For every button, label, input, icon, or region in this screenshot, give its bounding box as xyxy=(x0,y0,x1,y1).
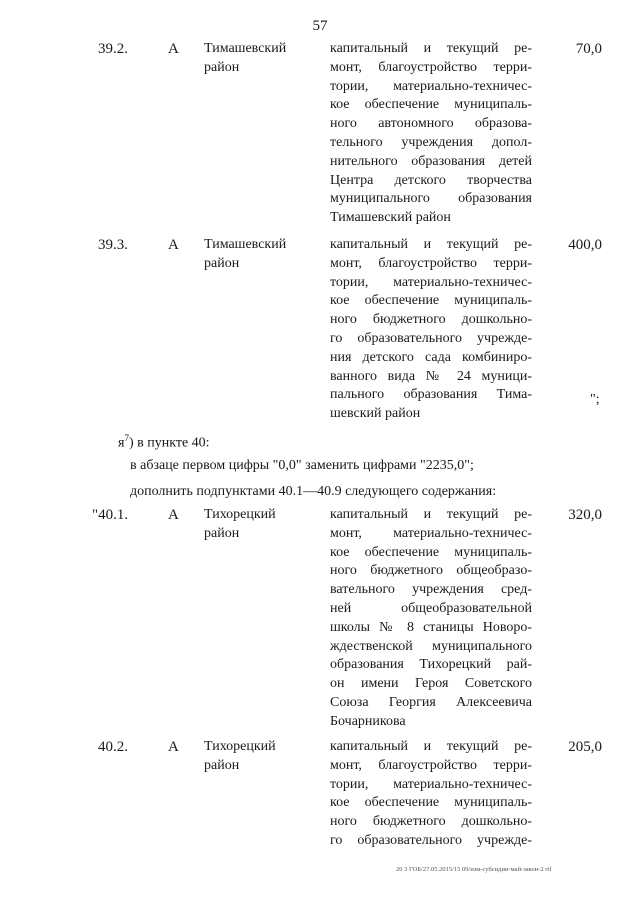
district-name xyxy=(204,738,314,775)
description-line: ного автономного образова- xyxy=(330,116,532,132)
item-description xyxy=(330,738,532,851)
district-line: район xyxy=(204,757,240,773)
description-line: тории, материально-техничес- xyxy=(330,776,532,792)
description-line: капитальный и текущий ре- xyxy=(330,507,532,522)
document-footer: 20 3 ГОБ/27.05.2015/15 09/изм-субсидии-май-закон-2 rtf xyxy=(396,866,552,873)
description-line: пального образования Тима- xyxy=(330,387,532,403)
closing-quote-mark: "; xyxy=(590,392,600,407)
amendment-paragraph: в абзаце первом цифры "0,0" заменить цифрами "2235,0"; xyxy=(130,458,474,473)
item-description xyxy=(330,506,532,732)
description-line: тельного учреждения допол- xyxy=(330,134,532,150)
item-amount: 400,0 xyxy=(568,237,602,253)
item-description xyxy=(330,236,532,424)
description-line: нительного образования детей xyxy=(330,153,532,169)
item-code: А xyxy=(168,41,179,57)
district-line: район xyxy=(204,525,240,541)
description-line: монт, материально-техничес- xyxy=(330,525,532,541)
item-code: А xyxy=(168,237,179,253)
district-line: район xyxy=(204,59,240,75)
footnote-mark: 7 xyxy=(124,433,129,443)
description-line: ния детского сада комбиниро- xyxy=(330,349,532,365)
district-line: Тимашевский xyxy=(204,41,287,56)
description-line: вательного учреждения сред- xyxy=(330,582,532,598)
description-line: ного бюджетного общеобразо- xyxy=(330,563,532,579)
item-number: 39.2. xyxy=(98,41,128,57)
description-line: муниципального образования xyxy=(330,191,532,207)
description-line: монт, благоустройство терри- xyxy=(330,59,532,75)
amendment-item-heading xyxy=(118,429,588,453)
item-amount: 205,0 xyxy=(568,739,602,755)
description-line: кое обеспечение муниципаль- xyxy=(330,544,532,560)
description-line: Союза Георгия Алексеевича xyxy=(330,694,532,710)
item-heading-text: ) в пункте 40: xyxy=(128,435,210,451)
item-amount: 320,0 xyxy=(568,507,602,523)
district-line: Тихорецкий xyxy=(204,739,276,754)
item-description xyxy=(330,40,532,228)
description-line: монт, благоустройство терри- xyxy=(330,757,532,773)
district-name xyxy=(204,506,314,543)
description-line: монт, благоустройство терри- xyxy=(330,255,532,271)
description-line: кое обеспечение муниципаль- xyxy=(330,97,532,113)
description-line: го образовательного учрежде- xyxy=(330,832,532,848)
description-line: тории, материально-техничес- xyxy=(330,274,532,290)
description-line: Центра детского творчества xyxy=(330,172,532,188)
description-line: он имени Героя Советского xyxy=(330,676,532,692)
item-number: "40.1. xyxy=(92,507,129,523)
description-line: капитальный и текущий ре- xyxy=(330,739,532,754)
item-letter: я xyxy=(118,435,125,451)
description-line: Бочарникова xyxy=(330,713,406,729)
district-line: район xyxy=(204,255,240,271)
description-line: ванного вида № 24 муници- xyxy=(330,368,532,384)
page-number: 57 xyxy=(312,18,328,34)
amendment-paragraph: дополнить подпунктами 40.1—40.9 следующего содержания: xyxy=(130,484,497,499)
description-line: кое обеспечение муниципаль- xyxy=(330,293,532,309)
district-line: Тимашевский xyxy=(204,237,287,252)
description-line: ждественской муниципального xyxy=(330,638,532,654)
district-name xyxy=(204,40,314,77)
description-line: ного бюджетного дошкольно- xyxy=(330,814,532,830)
item-number: 39.3. xyxy=(98,237,128,253)
item-number: 40.2. xyxy=(98,739,128,755)
description-line: шевский район xyxy=(330,406,421,422)
description-line: капитальный и текущий ре- xyxy=(330,41,532,56)
item-amount: 70,0 xyxy=(575,41,602,57)
description-line: капитальный и текущий ре- xyxy=(330,237,532,252)
description-line: образования Тихорецкий рай- xyxy=(330,657,532,673)
description-line: школы № 8 станицы Новоро- xyxy=(330,619,532,635)
description-line: ного бюджетного дошкольно- xyxy=(330,312,532,328)
description-line: Тимашевский район xyxy=(330,210,451,226)
description-line: го образовательного учрежде- xyxy=(330,330,532,346)
description-line: тории, материально-техничес- xyxy=(330,78,532,94)
item-code: А xyxy=(168,739,179,755)
district-name xyxy=(204,236,314,273)
description-line: кое обеспечение муниципаль- xyxy=(330,795,532,811)
description-line: ней общеобразовательной xyxy=(330,600,532,616)
item-code: А xyxy=(168,507,179,523)
district-line: Тихорецкий xyxy=(204,507,276,522)
